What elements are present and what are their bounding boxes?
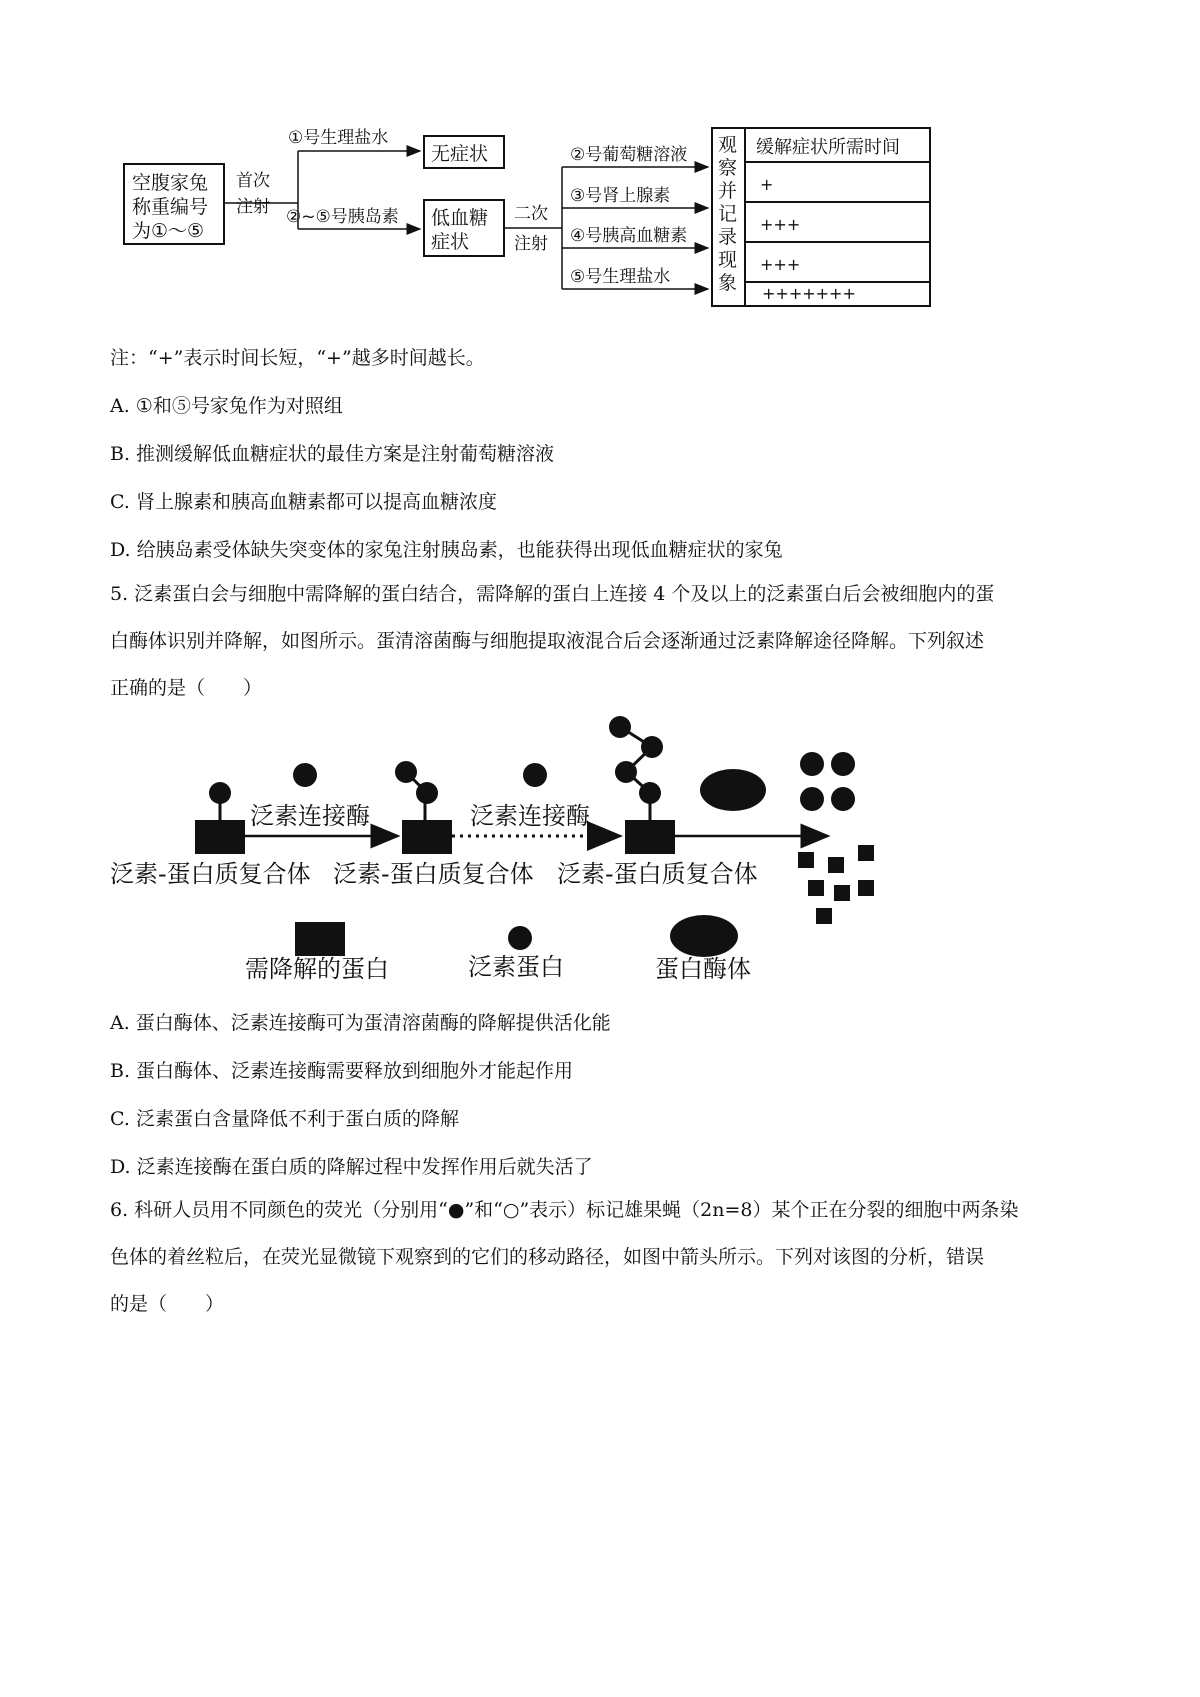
complex-label-3: 泛素-蛋白质复合体 xyxy=(557,860,758,888)
complex-label-1: 泛素-蛋白质复合体 xyxy=(110,860,311,888)
low-sugar-line1: 低血糖 xyxy=(431,207,489,229)
ubiquitin-attached xyxy=(395,761,417,783)
table-value-3: +++ xyxy=(760,255,801,274)
q6-line-2: 色体的着丝粒后，在荧光显微镜下观察到的它们的移动路径，如图中箭头所示。下列对该图的分析，错误 xyxy=(110,1246,985,1268)
released-ubiquitin xyxy=(800,787,824,811)
free-ubiquitin-1 xyxy=(293,763,317,787)
branch-saline-1: ①号生理盐水 xyxy=(288,128,389,148)
peptide-fragment xyxy=(816,908,832,924)
table-value-2: +++ xyxy=(760,215,801,234)
peptide-fragment xyxy=(858,845,874,861)
observe-char-4: 记 xyxy=(718,203,738,225)
q4-option-c: C. 肾上腺素和胰高血糖素都可以提高血糖浓度 xyxy=(110,491,497,513)
observe-char-3: 并 xyxy=(718,180,738,202)
legend-proteasome-swatch xyxy=(670,915,738,957)
target-protein-2 xyxy=(402,820,452,854)
observe-char-6: 现 xyxy=(718,249,738,271)
first-injection-2: 注射 xyxy=(236,197,270,217)
enzyme-label-2: 泛素连接酶 xyxy=(470,802,590,830)
legend-ubiquitin-label: 泛素蛋白 xyxy=(468,953,564,981)
legend-target-protein-swatch xyxy=(295,922,345,956)
peptide-fragment xyxy=(858,880,874,896)
second-branch-3: ④号胰高血糖素 xyxy=(570,226,688,246)
q6-line-1: 6. 科研人员用不同颜色的荧光（分别用“●”和“○”表示）标记雄果蝇（2n=8）某个正在分裂的细胞中两条染 xyxy=(110,1199,1019,1221)
branch-insulin: ②~⑤号胰岛素 xyxy=(286,207,399,227)
q6-line-3: 的是（ ） xyxy=(110,1293,225,1315)
legend-target-protein-label: 需降解的蛋白 xyxy=(245,955,389,983)
observe-char-5: 录 xyxy=(718,226,738,248)
target-protein-1 xyxy=(195,820,245,854)
peptide-fragment xyxy=(808,880,824,896)
peptide-fragment xyxy=(798,852,814,868)
ubiquitin-pathway-diagram xyxy=(0,710,1200,1000)
table-value-4: +++++++ xyxy=(762,284,856,303)
second-injection-2: 注射 xyxy=(514,234,548,254)
released-ubiquitin xyxy=(831,787,855,811)
note: 注：“+”表示时间长短，“+”越多时间越长。 xyxy=(110,347,485,369)
proteasome xyxy=(700,769,766,811)
observe-char-2: 察 xyxy=(718,157,738,179)
q5-option-b: B. 蛋白酶体、泛素连接酶需要释放到细胞外才能起作用 xyxy=(110,1060,574,1082)
released-ubiquitin xyxy=(831,752,855,776)
start-box-line1: 空腹家兔 xyxy=(132,172,209,194)
low-sugar-line2: 症状 xyxy=(431,231,470,253)
q5-line-1: 5. 泛素蛋白会与细胞中需降解的蛋白结合，需降解的蛋白上连接 4 个及以上的泛素蛋白后会被细胞内的蛋 xyxy=(110,583,995,605)
q5-option-a: A. 蛋白酶体、泛素连接酶可为蛋清溶菌酶的降解提供活化能 xyxy=(110,1012,611,1034)
q5-line-3: 正确的是（ ） xyxy=(110,677,263,699)
ubiquitin-attached xyxy=(209,782,231,804)
target-protein-3 xyxy=(625,820,675,854)
released-ubiquitin xyxy=(800,752,824,776)
q5-line-2: 白酶体识别并降解，如图所示。蛋清溶菌酶与细胞提取液混合后会逐渐通过泛素降解途径降解。下列叙述 xyxy=(110,630,985,652)
ubiquitin-attached xyxy=(609,716,631,738)
first-injection-1: 首次 xyxy=(236,171,270,191)
observe-char-7: 象 xyxy=(718,272,738,294)
experiment-flow-diagram xyxy=(0,0,1200,320)
second-injection-1: 二次 xyxy=(514,204,548,224)
enzyme-label-1: 泛素连接酶 xyxy=(250,802,370,830)
start-box-line2: 称重编号 xyxy=(132,196,209,218)
second-branch-4: ⑤号生理盐水 xyxy=(570,267,671,287)
second-branch-2: ③号肾上腺素 xyxy=(570,186,671,206)
legend-ubiquitin-swatch xyxy=(508,926,532,950)
no-symptom-label: 无症状 xyxy=(431,143,489,165)
table-header: 缓解症状所需时间 xyxy=(756,137,900,158)
q5-option-d: D. 泛素连接酶在蛋白质的降解过程中发挥作用后就失活了 xyxy=(110,1156,593,1178)
second-branch-1: ②号葡萄糖溶液 xyxy=(570,145,688,165)
observe-char-1: 观 xyxy=(718,134,738,156)
free-ubiquitin-2 xyxy=(523,763,547,787)
peptide-fragment xyxy=(834,885,850,901)
peptide-fragment xyxy=(828,857,844,873)
complex-label-2: 泛素-蛋白质复合体 xyxy=(333,860,534,888)
legend-proteasome-label: 蛋白酶体 xyxy=(655,955,751,983)
start-box-line3: 为①～⑤ xyxy=(132,220,205,242)
table-value-1: + xyxy=(760,175,774,194)
q4-option-b: B. 推测缓解低血糖症状的最佳方案是注射葡萄糖溶液 xyxy=(110,443,555,465)
q4-option-d: D. 给胰岛素受体缺失突变体的家兔注射胰岛素，也能获得出现低血糖症状的家兔 xyxy=(110,539,783,561)
q5-option-c: C. 泛素蛋白含量降低不利于蛋白质的降解 xyxy=(110,1108,459,1130)
q4-option-a: A. ①和⑤号家兔作为对照组 xyxy=(110,395,343,417)
